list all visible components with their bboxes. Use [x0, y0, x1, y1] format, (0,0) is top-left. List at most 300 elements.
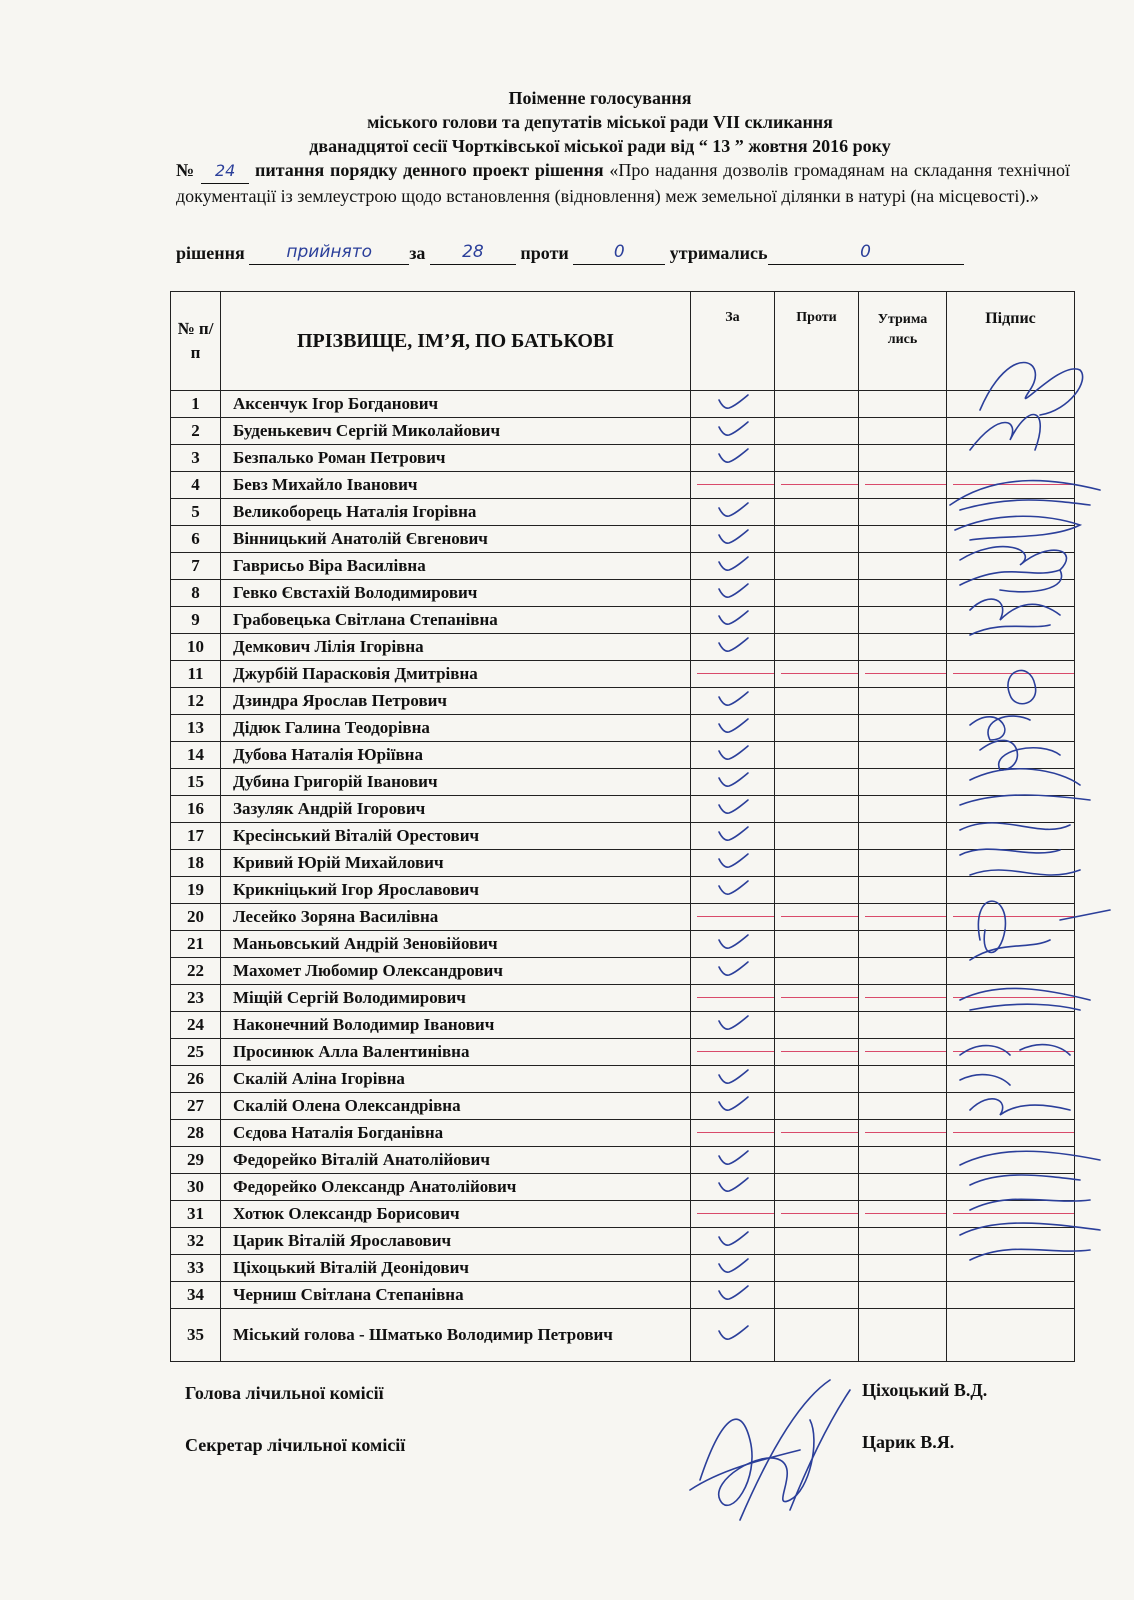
- signature-cell: [947, 1309, 1075, 1362]
- vote-abstain-cell: [859, 1201, 947, 1228]
- signature-cell: [947, 742, 1075, 769]
- chair-name: Ціхоцький В.Д.: [862, 1380, 988, 1400]
- signature-cell: [947, 1174, 1075, 1201]
- vote-abstain-cell: [859, 1282, 947, 1309]
- vote-for-cell: [691, 445, 775, 472]
- deputy-name: Просинюк Алла Валентинівна: [221, 1039, 691, 1066]
- vote-against-cell: [775, 850, 859, 877]
- row-number: 10: [171, 634, 221, 661]
- signature-cell: [947, 958, 1075, 985]
- deputy-name: Черниш Світлана Степанівна: [221, 1282, 691, 1309]
- vote-for-cell: [691, 607, 775, 634]
- table-row: [171, 1147, 1075, 1174]
- check-icon: [715, 932, 751, 952]
- signature-cell: [947, 985, 1075, 1012]
- row-number: 31: [171, 1201, 221, 1228]
- table-row: [171, 661, 1075, 688]
- vote-abstain-cell: [859, 1066, 947, 1093]
- vote-against-cell: [775, 1147, 859, 1174]
- check-icon: [715, 851, 751, 871]
- table-row: [171, 1120, 1075, 1147]
- vote-for-cell: [691, 1255, 775, 1282]
- vote-abstain-cell: [859, 688, 947, 715]
- signature-cell: [947, 418, 1075, 445]
- signature-cell: [947, 877, 1075, 904]
- deputy-name: Наконечний Володимир Іванович: [221, 1012, 691, 1039]
- vote-against-cell: [775, 742, 859, 769]
- signature-cell: [947, 1255, 1075, 1282]
- row-number: 8: [171, 580, 221, 607]
- row-number: 3: [171, 445, 221, 472]
- row-number: 23: [171, 985, 221, 1012]
- agenda-item-text: «Про надання дозволів громадянам на складання технічної документації із землеустрою щодо встановлення (відновлення) меж земельної ділянки в натурі (на місцевості).»: [176, 160, 1071, 206]
- row-number: 28: [171, 1120, 221, 1147]
- vote-against-cell: [775, 1066, 859, 1093]
- absent-strike-line: [953, 673, 1075, 674]
- check-icon: [715, 1229, 751, 1249]
- for-label: за: [409, 243, 426, 263]
- vote-for-cell: [691, 634, 775, 661]
- signature-cell: [947, 445, 1075, 472]
- table-row: [171, 472, 1075, 499]
- vote-against-cell: [775, 796, 859, 823]
- header-for: За: [691, 292, 775, 391]
- check-icon: [715, 1323, 751, 1343]
- row-number: 16: [171, 796, 221, 823]
- vote-abstain-cell: [859, 445, 947, 472]
- check-icon: [715, 527, 751, 547]
- deputy-name: Сєдова Наталія Богданівна: [221, 1120, 691, 1147]
- absent-strike-line: [781, 1132, 859, 1133]
- check-icon: [715, 878, 751, 898]
- vote-against-cell: [775, 1093, 859, 1120]
- vote-abstain-cell: [859, 1255, 947, 1282]
- table-row: [171, 850, 1075, 877]
- deputy-name: Махомет Любомир Олександрович: [221, 958, 691, 985]
- signature-cell: [947, 1039, 1075, 1066]
- deputy-name: Федорейко Віталій Анатолійович: [221, 1147, 691, 1174]
- signature-cell: [947, 1228, 1075, 1255]
- signature-cell: [947, 1120, 1075, 1147]
- chair-label: Голова лічильної комісії: [185, 1383, 384, 1403]
- table-row: [171, 1228, 1075, 1255]
- vote-against-cell: [775, 688, 859, 715]
- table-row: [171, 1201, 1075, 1228]
- row-number: 22: [171, 958, 221, 985]
- document-subtitle: міського голови та депутатів міської ради VІІ скликання: [367, 112, 833, 132]
- table-row: [171, 877, 1075, 904]
- signature-cell: [947, 499, 1075, 526]
- absent-strike-line: [865, 1132, 947, 1133]
- deputy-name: Грабовецька Світлана Степанівна: [221, 607, 691, 634]
- document-title: Поіменне голосування: [508, 88, 692, 108]
- row-number: 30: [171, 1174, 221, 1201]
- agenda-item-label: питання порядку денного проект рішення: [254, 160, 604, 180]
- vote-for-cell: [691, 1039, 775, 1066]
- vote-abstain-cell: [859, 553, 947, 580]
- check-icon: [715, 446, 751, 466]
- abstained-label: утримались: [669, 243, 768, 263]
- row-number: 27: [171, 1093, 221, 1120]
- vote-abstain-cell: [859, 769, 947, 796]
- absent-strike-line: [953, 1213, 1075, 1214]
- row-number: 13: [171, 715, 221, 742]
- header-signature: Підпис: [947, 292, 1075, 391]
- vote-for-cell: [691, 1228, 775, 1255]
- check-icon: [715, 1175, 751, 1195]
- absent-strike-line: [697, 1132, 775, 1133]
- vote-for-cell: [691, 1309, 775, 1362]
- absent-strike-line: [697, 673, 775, 674]
- vote-for-cell: [691, 499, 775, 526]
- check-icon: [715, 1283, 751, 1303]
- vote-for-cell: [691, 1120, 775, 1147]
- check-icon: [715, 716, 751, 736]
- decision-handwritten: прийнято: [249, 240, 409, 265]
- vote-against-cell: [775, 391, 859, 418]
- vote-abstain-cell: [859, 1093, 947, 1120]
- check-icon: [715, 554, 751, 574]
- vote-abstain-cell: [859, 1012, 947, 1039]
- absent-strike-line: [865, 1213, 947, 1214]
- deputy-name: Аксенчук Ігор Богданович: [221, 391, 691, 418]
- deputy-name: Лесейко Зоряна Василівна: [221, 904, 691, 931]
- vote-against-cell: [775, 1012, 859, 1039]
- table-row: [171, 985, 1075, 1012]
- table-row: [171, 742, 1075, 769]
- deputy-name: Федорейко Олександр Анатолійович: [221, 1174, 691, 1201]
- vote-abstain-cell: [859, 391, 947, 418]
- table-row: [171, 580, 1075, 607]
- table-row: [171, 715, 1075, 742]
- absent-strike-line: [697, 916, 775, 917]
- signature-cell: [947, 850, 1075, 877]
- row-number: 12: [171, 688, 221, 715]
- vote-against-cell: [775, 769, 859, 796]
- deputy-name: Дідюк Галина Теодорівна: [221, 715, 691, 742]
- absent-strike-line: [865, 1051, 947, 1052]
- check-icon: [715, 1067, 751, 1087]
- signature-cell: [947, 823, 1075, 850]
- vote-against-cell: [775, 1255, 859, 1282]
- vote-against-cell: [775, 1174, 859, 1201]
- absent-strike-line: [953, 484, 1075, 485]
- signature-cell: [947, 688, 1075, 715]
- vote-for-cell: [691, 1147, 775, 1174]
- deputy-name: Дубина Григорій Іванович: [221, 769, 691, 796]
- vote-abstain-cell: [859, 661, 947, 688]
- table-row: [171, 823, 1075, 850]
- check-icon: [715, 1256, 751, 1276]
- table-row: [171, 688, 1075, 715]
- deputy-name: Джурбій Парасковія Дмитрівна: [221, 661, 691, 688]
- deputy-name: Скалій Олена Олександрівна: [221, 1093, 691, 1120]
- vote-for-cell: [691, 472, 775, 499]
- row-number: 17: [171, 823, 221, 850]
- vote-for-cell: [691, 958, 775, 985]
- vote-against-cell: [775, 958, 859, 985]
- vote-against-cell: [775, 580, 859, 607]
- vote-against-cell: [775, 661, 859, 688]
- vote-against-cell: [775, 1228, 859, 1255]
- row-number: 29: [171, 1147, 221, 1174]
- vote-against-cell: [775, 904, 859, 931]
- vote-abstain-cell: [859, 1147, 947, 1174]
- vote-for-cell: [691, 661, 775, 688]
- vote-abstain-cell: [859, 418, 947, 445]
- vote-for-cell: [691, 769, 775, 796]
- vote-against-cell: [775, 607, 859, 634]
- deputy-name: Гевко Євстахій Володимирович: [221, 580, 691, 607]
- vote-against-cell: [775, 985, 859, 1012]
- table-row: [171, 796, 1075, 823]
- vote-for-cell: [691, 1093, 775, 1120]
- vote-for-cell: [691, 850, 775, 877]
- deputy-name: Зазуляк Андрій Ігорович: [221, 796, 691, 823]
- absent-strike-line: [865, 916, 947, 917]
- vote-abstain-cell: [859, 1174, 947, 1201]
- vote-for-cell: [691, 985, 775, 1012]
- agenda-number-prefix: №: [176, 160, 196, 180]
- table-row: [171, 904, 1075, 931]
- deputy-name: Безпалько Роман Петрович: [221, 445, 691, 472]
- check-icon: [715, 743, 751, 763]
- vote-for-cell: [691, 391, 775, 418]
- vote-abstain-cell: [859, 715, 947, 742]
- table-row: [171, 931, 1075, 958]
- row-number: 32: [171, 1228, 221, 1255]
- vote-for-cell: [691, 715, 775, 742]
- vote-against-cell: [775, 823, 859, 850]
- deputy-name: Кривий Юрій Михайлович: [221, 850, 691, 877]
- absent-strike-line: [781, 673, 859, 674]
- check-icon: [715, 419, 751, 439]
- signature-cell: [947, 472, 1075, 499]
- check-icon: [715, 500, 751, 520]
- session-line: дванадцятої сесії Чортківської міської ради від “ 13 ” жовтня 2016 року: [309, 136, 891, 156]
- agenda-item: [176, 158, 1070, 208]
- vote-for-cell: [691, 1201, 775, 1228]
- signature-cell: [947, 634, 1075, 661]
- deputy-name: Маньовський Андрій Зеновійович: [221, 931, 691, 958]
- signature-cell: [947, 526, 1075, 553]
- deputy-name: Ціхоцький Віталій Деонідович: [221, 1255, 691, 1282]
- vote-abstain-cell: [859, 607, 947, 634]
- row-number: 15: [171, 769, 221, 796]
- vote-abstain-cell: [859, 931, 947, 958]
- signature-cell: [947, 661, 1075, 688]
- row-number: 7: [171, 553, 221, 580]
- check-icon: [715, 581, 751, 601]
- vote-against-cell: [775, 1201, 859, 1228]
- vote-for-cell: [691, 526, 775, 553]
- secretary-name: Царик В.Я.: [862, 1432, 955, 1452]
- vote-against-cell: [775, 499, 859, 526]
- vote-against-cell: [775, 553, 859, 580]
- secretary-label: Секретар лічильної комісії: [185, 1435, 406, 1455]
- against-count-handwritten: 0: [573, 240, 665, 265]
- deputy-name: Крикніцький Ігор Ярославович: [221, 877, 691, 904]
- table-row: [171, 1066, 1075, 1093]
- vote-abstain-cell: [859, 526, 947, 553]
- vote-against-cell: [775, 418, 859, 445]
- table-row: [171, 1255, 1075, 1282]
- check-icon: [715, 824, 751, 844]
- vote-against-cell: [775, 472, 859, 499]
- decision-label: рішення: [176, 243, 245, 263]
- vote-abstain-cell: [859, 499, 947, 526]
- vote-abstain-cell: [859, 580, 947, 607]
- row-number: 25: [171, 1039, 221, 1066]
- vote-against-cell: [775, 526, 859, 553]
- table-row: [171, 1039, 1075, 1066]
- vote-abstain-cell: [859, 877, 947, 904]
- deputy-name: Міський голова - Шматько Володимир Петрович: [221, 1309, 691, 1362]
- vote-abstain-cell: [859, 904, 947, 931]
- vote-for-cell: [691, 553, 775, 580]
- vote-abstain-cell: [859, 634, 947, 661]
- vote-abstain-cell: [859, 1120, 947, 1147]
- table-row: [171, 553, 1075, 580]
- header-against: Проти: [775, 292, 859, 391]
- vote-abstain-cell: [859, 958, 947, 985]
- row-number: 35: [171, 1309, 221, 1362]
- signature-cell: [947, 1282, 1075, 1309]
- vote-for-cell: [691, 1174, 775, 1201]
- row-number: 24: [171, 1012, 221, 1039]
- vote-for-cell: [691, 796, 775, 823]
- table-row: [171, 1309, 1075, 1362]
- header-abstain: Утрима лись: [859, 292, 947, 391]
- table-row: [171, 418, 1075, 445]
- table-header-row: [171, 292, 1075, 391]
- signature-cell: [947, 553, 1075, 580]
- deputy-name: Гаврисьо Віра Василівна: [221, 553, 691, 580]
- row-number: 20: [171, 904, 221, 931]
- vote-abstain-cell: [859, 796, 947, 823]
- vote-against-cell: [775, 445, 859, 472]
- vote-against-cell: [775, 634, 859, 661]
- check-icon: [715, 797, 751, 817]
- vote-against-cell: [775, 1282, 859, 1309]
- decision-line: [176, 240, 1076, 265]
- table-row: [171, 769, 1075, 796]
- absent-strike-line: [781, 997, 859, 998]
- vote-against-cell: [775, 1039, 859, 1066]
- table-row: [171, 499, 1075, 526]
- signature-cell: [947, 715, 1075, 742]
- vote-abstain-cell: [859, 1039, 947, 1066]
- check-icon: [715, 1013, 751, 1033]
- deputy-name: Хотюк Олександр Борисович: [221, 1201, 691, 1228]
- table-row: [171, 1012, 1075, 1039]
- table-row: [171, 634, 1075, 661]
- vote-for-cell: [691, 580, 775, 607]
- signature-cell: [947, 931, 1075, 958]
- deputy-name: Міщій Сергій Володимирович: [221, 985, 691, 1012]
- table-row: [171, 526, 1075, 553]
- table-row: [171, 1174, 1075, 1201]
- absent-strike-line: [781, 1051, 859, 1052]
- table-row: [171, 607, 1075, 634]
- check-icon: [715, 770, 751, 790]
- table-row: [171, 445, 1075, 472]
- signature-cell: [947, 769, 1075, 796]
- absent-strike-line: [865, 484, 947, 485]
- deputy-name: Великоборець Наталія Ігорівна: [221, 499, 691, 526]
- row-number: 9: [171, 607, 221, 634]
- vote-for-cell: [691, 1066, 775, 1093]
- vote-against-cell: [775, 931, 859, 958]
- vote-abstain-cell: [859, 1309, 947, 1362]
- absent-strike-line: [781, 1213, 859, 1214]
- vote-abstain-cell: [859, 1228, 947, 1255]
- vote-for-cell: [691, 904, 775, 931]
- absent-strike-line: [953, 997, 1075, 998]
- deputy-name: Дзиндра Ярослав Петрович: [221, 688, 691, 715]
- deputy-name: Демкович Лілія Ігорівна: [221, 634, 691, 661]
- vote-for-cell: [691, 1012, 775, 1039]
- signature-cell: [947, 607, 1075, 634]
- signature-cell: [947, 904, 1075, 931]
- table-row: [171, 391, 1075, 418]
- agenda-number-handwritten: 24: [201, 159, 249, 184]
- vote-for-cell: [691, 688, 775, 715]
- row-number: 33: [171, 1255, 221, 1282]
- row-number: 4: [171, 472, 221, 499]
- absent-strike-line: [865, 997, 947, 998]
- vote-against-cell: [775, 1120, 859, 1147]
- absent-strike-line: [697, 1051, 775, 1052]
- row-number: 21: [171, 931, 221, 958]
- for-count-handwritten: 28: [430, 240, 516, 265]
- signature-cell: [947, 1201, 1075, 1228]
- absent-strike-line: [697, 1213, 775, 1214]
- deputy-name: Вінницький Анатолій Євгенович: [221, 526, 691, 553]
- commission-signature: [680, 1360, 860, 1530]
- vote-for-cell: [691, 823, 775, 850]
- absent-strike-line: [697, 997, 775, 998]
- row-number: 18: [171, 850, 221, 877]
- absent-strike-line: [953, 1051, 1075, 1052]
- votes-table: [170, 291, 1075, 1362]
- signature-cell: [947, 1012, 1075, 1039]
- check-icon: [715, 608, 751, 628]
- vote-for-cell: [691, 1282, 775, 1309]
- signature-cell: [947, 796, 1075, 823]
- vote-for-cell: [691, 742, 775, 769]
- absent-strike-line: [781, 916, 859, 917]
- absent-strike-line: [697, 484, 775, 485]
- row-number: 19: [171, 877, 221, 904]
- header-num: № п/п: [171, 292, 221, 391]
- signature-cell: [947, 1147, 1075, 1174]
- vote-against-cell: [775, 715, 859, 742]
- row-number: 14: [171, 742, 221, 769]
- vote-against-cell: [775, 877, 859, 904]
- absent-strike-line: [953, 916, 1075, 917]
- deputy-name: Скалій Аліна Ігорівна: [221, 1066, 691, 1093]
- table-row: [171, 1093, 1075, 1120]
- signature-cell: [947, 1066, 1075, 1093]
- check-icon: [715, 1094, 751, 1114]
- against-label: проти: [520, 243, 569, 263]
- deputy-name: Дубова Наталія Юріївна: [221, 742, 691, 769]
- deputy-name: Кресінський Віталій Орестович: [221, 823, 691, 850]
- vote-abstain-cell: [859, 823, 947, 850]
- row-number: 34: [171, 1282, 221, 1309]
- table-row: [171, 1282, 1075, 1309]
